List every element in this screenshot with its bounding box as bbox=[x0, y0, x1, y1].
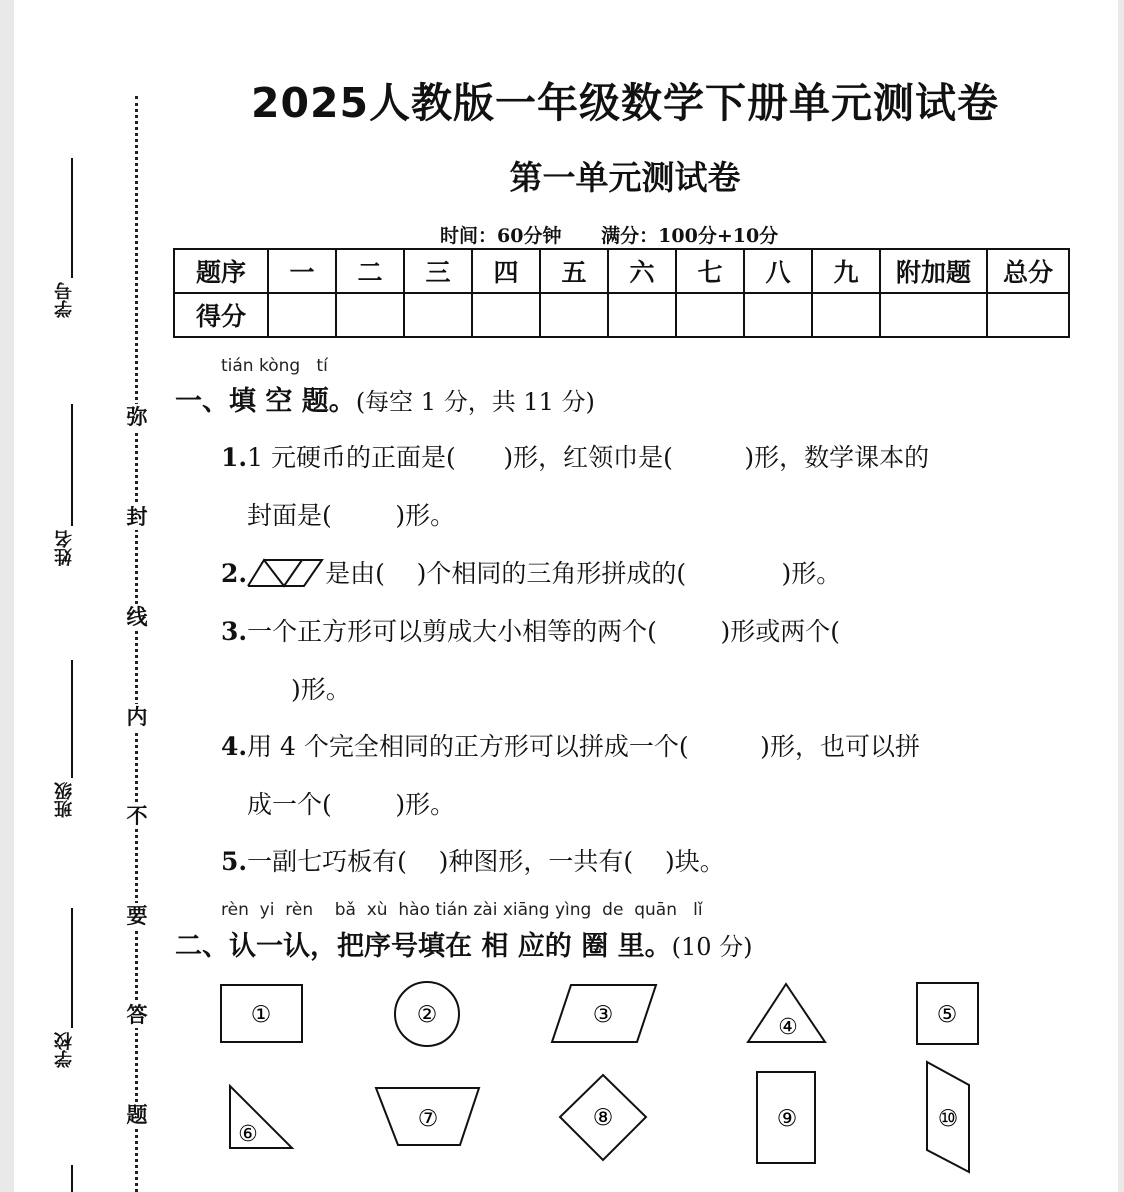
seal-char: 要 bbox=[124, 903, 150, 929]
shape-label: ⑥ bbox=[238, 1122, 258, 1147]
question-text: 一个正方形可以剪成大小相等的两个( )形或两个( bbox=[247, 617, 840, 646]
score-header-cell: 六 bbox=[608, 249, 676, 293]
section1-title: 一、填 空 题。 bbox=[175, 386, 356, 417]
shape-label: ⑧ bbox=[592, 1105, 614, 1131]
exam-title: 2025人教版一年级数学下册单元测试卷 bbox=[250, 79, 1000, 127]
section1-pinyin: tián kòng tí bbox=[221, 356, 328, 376]
score-header-cell: 总分 bbox=[987, 249, 1069, 293]
question-number: 1. bbox=[221, 443, 248, 472]
question-text: 用 4 个完全相同的正方形可以拼成一个( )形，也可以拼 bbox=[247, 732, 920, 761]
field-name-label: 姓名 bbox=[54, 530, 75, 566]
seal-char: 题 bbox=[124, 1102, 150, 1128]
shape-label: ① bbox=[250, 1002, 272, 1028]
shape-label: ④ bbox=[778, 1015, 798, 1040]
seal-char: 封 bbox=[124, 504, 150, 530]
question-1-line-2: 封面是( )形。 bbox=[247, 501, 456, 530]
seal-char: 答 bbox=[124, 1002, 150, 1028]
question-4-line-2: 成一个( )形。 bbox=[247, 790, 456, 819]
question-text: 是由( )个相同的三角形拼成的( )形。 bbox=[325, 559, 842, 588]
question-text: 一副七巧板有( )种图形，一共有( )块。 bbox=[247, 847, 725, 876]
score-header-cell: 八 bbox=[744, 249, 812, 293]
field-class-label: 班级 bbox=[54, 782, 75, 818]
question-text: 1 元硬币的正面是( )形，红领巾是( )形，数学课本的 bbox=[247, 443, 930, 472]
score-header-cell: 题序 bbox=[174, 249, 268, 293]
score-header-cell: 一 bbox=[268, 249, 336, 293]
score-header-cell: 二 bbox=[336, 249, 404, 293]
question-number: 3. bbox=[221, 617, 248, 646]
section2-title: 二、认一认，把序号填在 相 应的 圈 里。 bbox=[175, 931, 672, 962]
question-number: 2. bbox=[221, 559, 248, 588]
seal-char: 弥 bbox=[124, 404, 150, 430]
score-header-cell: 五 bbox=[540, 249, 608, 293]
exam-full-score: 满分：100分+10分 bbox=[601, 225, 779, 247]
question-number: 4. bbox=[221, 732, 248, 761]
section2-note: (10 分) bbox=[671, 933, 753, 961]
section2-pinyin: rèn yi rèn bǎ xù hào tián zài xiāng yìng de quān lǐ bbox=[221, 900, 703, 920]
question-3-line-2: )形。 bbox=[291, 675, 351, 704]
shape-label: ③ bbox=[592, 1002, 614, 1028]
score-header-cell: 七 bbox=[676, 249, 744, 293]
section1-note: (每空 1 分，共 11 分) bbox=[355, 388, 595, 416]
seal-char: 不 bbox=[124, 803, 150, 829]
shape-label: ⑤ bbox=[936, 1002, 958, 1028]
score-row-label: 得分 bbox=[174, 293, 268, 337]
score-header-cell: 附加题 bbox=[880, 249, 987, 293]
score-header-cell: 九 bbox=[812, 249, 880, 293]
score-header-cell: 四 bbox=[472, 249, 540, 293]
seal-char: 内 bbox=[124, 704, 150, 730]
question-number: 5. bbox=[221, 847, 248, 876]
seal-char: 线 bbox=[124, 604, 150, 630]
score-header-cell: 三 bbox=[404, 249, 472, 293]
shape-label: ⑨ bbox=[776, 1106, 798, 1132]
shape-label: ⑩ bbox=[937, 1106, 959, 1132]
shape-label: ⑦ bbox=[417, 1106, 439, 1132]
field-student-id-label: 学号 bbox=[54, 282, 75, 318]
exam-subtitle: 第一单元测试卷 bbox=[509, 158, 741, 197]
field-school-label: 学校 bbox=[54, 1032, 75, 1068]
shape-label: ② bbox=[416, 1002, 438, 1028]
exam-time: 时间：60分钟 bbox=[440, 225, 562, 247]
